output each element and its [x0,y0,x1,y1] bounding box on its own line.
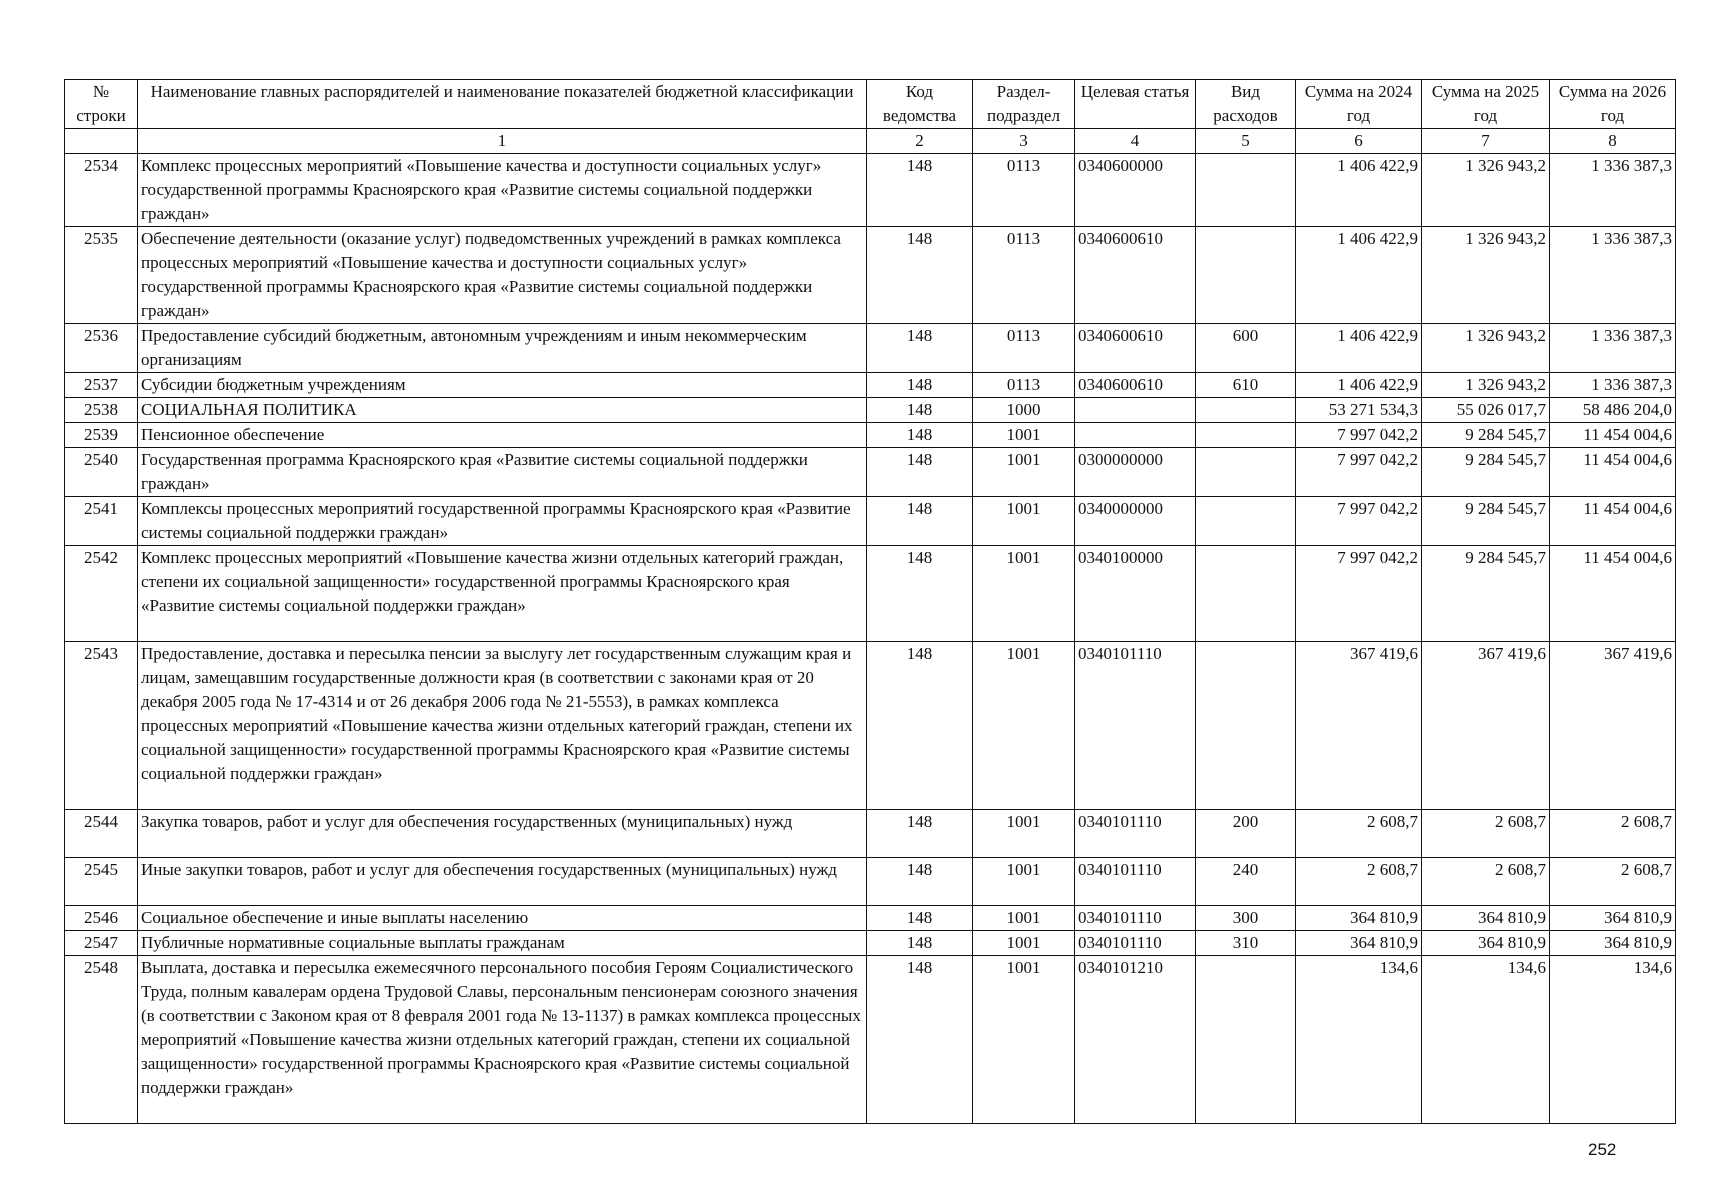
section-code: 1000 [973,398,1075,423]
sum-2024: 134,6 [1296,956,1422,1124]
section-code: 1001 [973,810,1075,858]
row-number: 2544 [65,810,138,858]
section-code: 0113 [973,227,1075,324]
row-number: 2539 [65,423,138,448]
column-number: 6 [1296,129,1422,154]
department-code: 148 [867,423,973,448]
row-name: Пенсионное обеспечение [138,423,867,448]
table-row [65,324,1676,373]
sum-2025: 364 810,9 [1422,906,1550,931]
target-article: 0340101110 [1075,931,1196,956]
table-row [65,931,1676,956]
sum-2024: 364 810,9 [1296,931,1422,956]
sum-2025: 1 326 943,2 [1422,154,1550,227]
row-name: Закупка товаров, работ и услуг для обеспечения государственных (муниципальных) нужд [138,810,867,858]
sum-2025: 9 284 545,7 [1422,546,1550,642]
sum-2025: 2 608,7 [1422,810,1550,858]
target-article: 0340101110 [1075,906,1196,931]
sum-2026: 1 336 387,3 [1550,373,1676,398]
department-code: 148 [867,956,973,1124]
sum-2025: 9 284 545,7 [1422,423,1550,448]
sum-2026: 58 486 204,0 [1550,398,1676,423]
sum-2024: 53 271 534,3 [1296,398,1422,423]
expense-type [1196,448,1296,497]
row-number: 2540 [65,448,138,497]
row-number: 2538 [65,398,138,423]
column-number: 3 [973,129,1075,154]
expense-type [1196,227,1296,324]
section-code: 0113 [973,373,1075,398]
target-article: 0340600000 [1075,154,1196,227]
sum-2024: 7 997 042,2 [1296,423,1422,448]
row-name: Государственная программа Красноярского края «Развитие системы социальной поддержки граждан» [138,448,867,497]
section-code: 0113 [973,154,1075,227]
column-number: 8 [1550,129,1676,154]
table-row [65,497,1676,546]
page-number: 252 [1588,1140,1617,1159]
table-row [65,956,1676,1124]
row-name: Публичные нормативные социальные выплаты гражданам [138,931,867,956]
expense-type: 300 [1196,906,1296,931]
budget-table [64,79,1676,1124]
row-number: 2535 [65,227,138,324]
sum-2026: 364 810,9 [1550,906,1676,931]
header-target-article: Целевая статья [1075,80,1196,129]
sum-2025: 2 608,7 [1422,858,1550,906]
column-number-row [65,129,1676,154]
column-number: 2 [867,129,973,154]
column-number: 4 [1075,129,1196,154]
target-article: 0340100000 [1075,546,1196,642]
section-code: 1001 [973,546,1075,642]
sum-2026: 11 454 004,6 [1550,448,1676,497]
sum-2026: 11 454 004,6 [1550,423,1676,448]
sum-2024: 1 406 422,9 [1296,227,1422,324]
column-number [65,129,138,154]
table-row [65,448,1676,497]
row-number: 2546 [65,906,138,931]
sum-2026: 1 336 387,3 [1550,324,1676,373]
header-sum-2026: Сумма на 2026 год [1550,80,1676,129]
sum-2024: 7 997 042,2 [1296,448,1422,497]
sum-2025: 9 284 545,7 [1422,448,1550,497]
sum-2024: 2 608,7 [1296,858,1422,906]
target-article: 0340101210 [1075,956,1196,1124]
row-number: 2537 [65,373,138,398]
row-number: 2543 [65,642,138,810]
sum-2025: 134,6 [1422,956,1550,1124]
target-article: 0340600610 [1075,324,1196,373]
section-code: 1001 [973,858,1075,906]
row-name: Предоставление, доставка и пересылка пенсии за выслугу лет государственным служащим края и лицам, замещавшим государственные должности края (в соответствии с законами края от 20 декабря 2005 года № 17-4314 и от 26 декабря 2006 года № 21-5553), в рамках комплекса процессных мероприятий «Повышение качества жизни отдельных категорий граждан, степени их социальной защищенности» государственной программы Красноярского края «Развитие системы социальной поддержки граждан» [138,642,867,810]
sum-2026: 367 419,6 [1550,642,1676,810]
table-row [65,546,1676,642]
department-code: 148 [867,810,973,858]
header-section: Раздел-подраздел [973,80,1075,129]
sum-2026: 11 454 004,6 [1550,497,1676,546]
sum-2024: 7 997 042,2 [1296,546,1422,642]
expense-type [1196,423,1296,448]
department-code: 148 [867,398,973,423]
sum-2025: 364 810,9 [1422,931,1550,956]
table-row [65,858,1676,906]
table-body [65,154,1676,1124]
sum-2025: 1 326 943,2 [1422,373,1550,398]
table-row [65,227,1676,324]
target-article: 0340101110 [1075,858,1196,906]
target-article [1075,423,1196,448]
sum-2025: 9 284 545,7 [1422,497,1550,546]
row-number: 2534 [65,154,138,227]
expense-type: 240 [1196,858,1296,906]
expense-type: 610 [1196,373,1296,398]
sum-2024: 367 419,6 [1296,642,1422,810]
expense-type [1196,642,1296,810]
row-name: СОЦИАЛЬНАЯ ПОЛИТИКА [138,398,867,423]
section-code: 1001 [973,956,1075,1124]
expense-type: 600 [1196,324,1296,373]
expense-type [1196,546,1296,642]
row-name: Комплексы процессных мероприятий государственной программы Красноярского края «Развитие системы социальной поддержки граждан» [138,497,867,546]
department-code: 148 [867,324,973,373]
target-article [1075,398,1196,423]
table-row [65,154,1676,227]
department-code: 148 [867,373,973,398]
row-name: Комплекс процессных мероприятий «Повышение качества жизни отдельных категорий граждан, степени их социальной защищенности» государственной программы Красноярского края «Развитие системы социальной поддержки граждан» [138,546,867,642]
department-code: 148 [867,227,973,324]
sum-2024: 7 997 042,2 [1296,497,1422,546]
table-row [65,810,1676,858]
table-row [65,398,1676,423]
row-name: Выплата, доставка и пересылка ежемесячного персонального пособия Героям Социалистического Труда, полным кавалерам ордена Трудовой Славы, персональным пенсионерам союзного значения (в соответствии с Законом края от 8 февраля 2001 года № 13-1137) в рамках комплекса процессных мероприятий «Повышение качества жизни отдельных категорий граждан, степени их социальной защищенности» государственной программы Красноярского края «Развитие системы социальной поддержки граждан» [138,956,867,1124]
department-code: 148 [867,858,973,906]
sum-2024: 1 406 422,9 [1296,373,1422,398]
sum-2025: 367 419,6 [1422,642,1550,810]
row-number: 2541 [65,497,138,546]
table-row [65,423,1676,448]
sum-2025: 1 326 943,2 [1422,324,1550,373]
header-row-number: № строки [65,80,138,129]
department-code: 148 [867,642,973,810]
column-number: 1 [138,129,867,154]
expense-type [1196,956,1296,1124]
section-code: 1001 [973,423,1075,448]
row-name: Предоставление субсидий бюджетным, автономным учреждениям и иным некоммерческим организациям [138,324,867,373]
section-code: 1001 [973,497,1075,546]
sum-2026: 2 608,7 [1550,810,1676,858]
row-name: Иные закупки товаров, работ и услуг для обеспечения государственных (муниципальных) нужд [138,858,867,906]
header-row [65,80,1676,129]
sum-2025: 1 326 943,2 [1422,227,1550,324]
row-name: Комплекс процессных мероприятий «Повышение качества и доступности социальных услуг» государственной программы Красноярского края «Развитие системы социальной поддержки граждан» [138,154,867,227]
section-code: 1001 [973,642,1075,810]
header-sum-2024: Сумма на 2024 год [1296,80,1422,129]
header-sum-2025: Сумма на 2025 год [1422,80,1550,129]
table-row [65,373,1676,398]
sum-2024: 364 810,9 [1296,906,1422,931]
header-department-code: Код ведомства [867,80,973,129]
expense-type [1196,154,1296,227]
sum-2026: 11 454 004,6 [1550,546,1676,642]
sum-2024: 2 608,7 [1296,810,1422,858]
section-code: 0113 [973,324,1075,373]
row-number: 2548 [65,956,138,1124]
sum-2026: 134,6 [1550,956,1676,1124]
target-article: 0340101110 [1075,642,1196,810]
expense-type: 200 [1196,810,1296,858]
sum-2025: 55 026 017,7 [1422,398,1550,423]
target-article: 0340000000 [1075,497,1196,546]
sum-2026: 1 336 387,3 [1550,227,1676,324]
sum-2026: 364 810,9 [1550,931,1676,956]
sum-2026: 1 336 387,3 [1550,154,1676,227]
sum-2026: 2 608,7 [1550,858,1676,906]
section-code: 1001 [973,448,1075,497]
department-code: 148 [867,931,973,956]
department-code: 148 [867,546,973,642]
target-article: 0300000000 [1075,448,1196,497]
row-number: 2545 [65,858,138,906]
column-number: 7 [1422,129,1550,154]
column-number: 5 [1196,129,1296,154]
sum-2024: 1 406 422,9 [1296,154,1422,227]
department-code: 148 [867,448,973,497]
row-name: Социальное обеспечение и иные выплаты населению [138,906,867,931]
expense-type: 310 [1196,931,1296,956]
expense-type [1196,497,1296,546]
section-code: 1001 [973,931,1075,956]
target-article: 0340600610 [1075,373,1196,398]
target-article: 0340101110 [1075,810,1196,858]
sum-2024: 1 406 422,9 [1296,324,1422,373]
row-number: 2536 [65,324,138,373]
department-code: 148 [867,906,973,931]
expense-type [1196,398,1296,423]
header-expense-type: Вид расходов [1196,80,1296,129]
header-name: Наименование главных распорядителей и наименование показателей бюджетной классификации [138,80,867,129]
section-code: 1001 [973,906,1075,931]
table-row [65,642,1676,810]
row-number: 2547 [65,931,138,956]
row-number: 2542 [65,546,138,642]
table-row [65,906,1676,931]
row-name: Обеспечение деятельности (оказание услуг) подведомственных учреждений в рамках комплекса процессных мероприятий «Повышение качества и доступности социальных услуг» государственной программы Красноярского края «Развитие системы социальной поддержки граждан» [138,227,867,324]
row-name: Субсидии бюджетным учреждениям [138,373,867,398]
target-article: 0340600610 [1075,227,1196,324]
department-code: 148 [867,497,973,546]
department-code: 148 [867,154,973,227]
